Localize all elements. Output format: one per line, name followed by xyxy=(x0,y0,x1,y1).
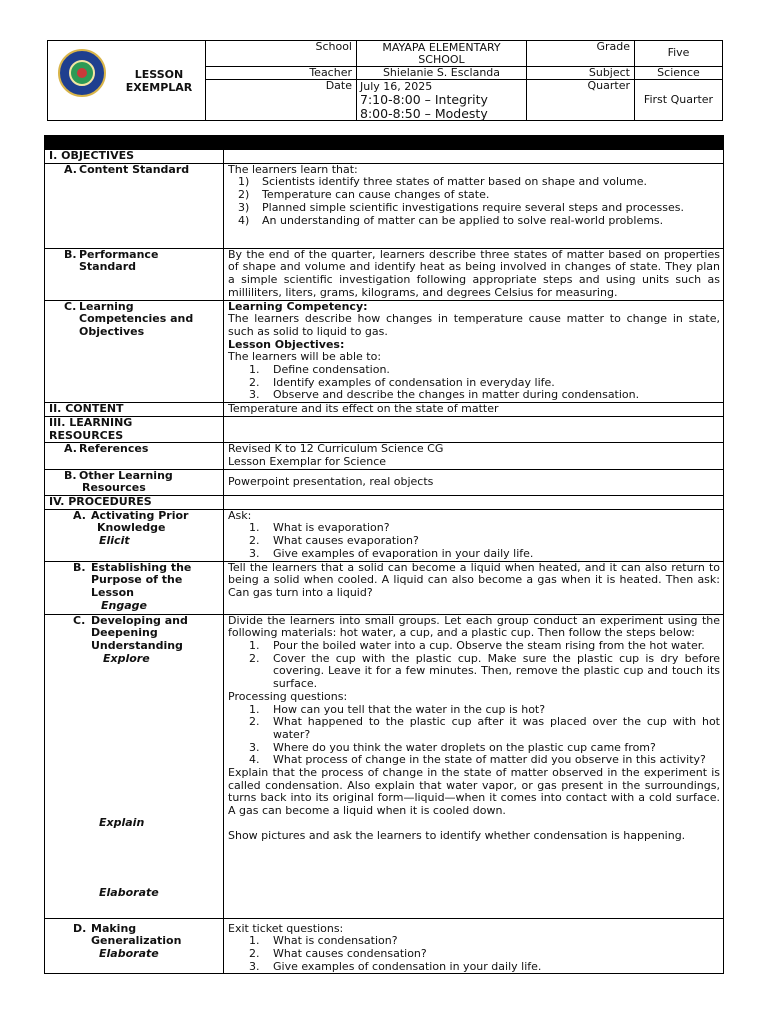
processing-heading: Processing questions: xyxy=(228,689,348,703)
exit-ticket-list xyxy=(228,935,720,973)
resources-heading: III. LEARNING RESOURCES xyxy=(45,416,224,442)
performance-standard-label: B. Performance Standard xyxy=(45,248,224,300)
list-item: 3) Planned simple scientific investigations require several steps and processes. xyxy=(238,200,684,214)
generalization-label: D. Making Generalization Elaborate xyxy=(45,918,224,974)
activating-row xyxy=(45,509,724,561)
subject-value: Science xyxy=(635,67,722,80)
generalization-row xyxy=(45,918,724,974)
grade-label: Grade xyxy=(527,41,635,67)
procedures-heading: IV. PROCEDURES xyxy=(45,496,224,510)
developing-row xyxy=(45,614,724,918)
quarter-label: Quarter xyxy=(527,80,635,120)
date-value xyxy=(357,80,527,120)
content-standard-list xyxy=(228,176,720,227)
list-item: 2. What causes condensation? xyxy=(249,946,427,960)
list-item: 1. Define condensation. xyxy=(249,363,390,377)
schedule-line-1: 7:10-8:00 – Integrity xyxy=(360,92,488,107)
developing-label: C. Developing and Deepening Understanding Explore Explain Elaborate xyxy=(45,614,224,918)
grade-value: Five xyxy=(635,41,722,67)
references-label: A. References xyxy=(45,443,224,469)
date-label: Date xyxy=(206,80,357,120)
table-header-bar xyxy=(45,136,724,150)
school-value: MAYAPA ELEMENTARY SCHOOL xyxy=(357,41,527,67)
procedures-heading-row xyxy=(45,496,724,510)
list-item: 4. What process of change in the state of matter did you observe in this activity? xyxy=(249,753,706,767)
list-item: 1. How can you tell that the water in the cup is hot? xyxy=(249,702,546,716)
exit-ticket-intro: Exit ticket questions: xyxy=(228,921,344,935)
subject-label: Subject xyxy=(527,67,635,80)
content-heading: II. CONTENT xyxy=(45,403,224,417)
explain-text: Explain that the process of change in the state of matter observed in the experiment is called condensation. Also explain that water vapor, or gas present in the surroundings, turns back into its original form—liquid—when it comes into contact with a cold surface. A gas can become a liquid when it is cooled down. xyxy=(228,766,720,818)
developing-body xyxy=(224,614,724,918)
activating-intro: Ask: xyxy=(228,508,252,522)
content-text: Temperature and its effect on the state of matter xyxy=(224,403,724,417)
title-line-1: LESSON xyxy=(134,68,184,81)
lesson-objectives-heading: Lesson Objectives: xyxy=(228,337,345,351)
school-label: School xyxy=(206,41,357,67)
list-item: 2) Temperature can cause changes of state. xyxy=(238,188,490,202)
phase-explore: Explore xyxy=(103,651,150,665)
phase-explain: Explain xyxy=(99,815,145,829)
list-item: 2. What causes evaporation? xyxy=(249,534,419,548)
list-item: 2. What happened to the plastic cup after it was placed over the cup with hot water? xyxy=(249,715,720,741)
teacher-label: Teacher xyxy=(206,67,357,80)
competency-heading: Learning Competency: xyxy=(228,299,368,313)
reference-1: Revised K to 12 Curriculum Science CG xyxy=(228,442,444,456)
title-line-2: EXEMPLAR xyxy=(125,81,193,94)
activating-list xyxy=(228,522,720,560)
activating-body xyxy=(224,509,724,561)
phase-elicit: Elicit xyxy=(99,534,130,548)
phase-elaborate-2: Elaborate xyxy=(99,946,159,960)
processing-questions xyxy=(228,704,720,768)
list-item: 2. Identify examples of condensation in everyday life. xyxy=(249,375,555,389)
reference-2: Lesson Exemplar for Science xyxy=(228,454,387,468)
establishing-row xyxy=(45,561,724,614)
list-item: 2. Cover the cup with the plastic cup. Make sure the plastic cup is dry before covering. Leave it for a few minutes. Then, remove the plastic cup and touch its surface. xyxy=(249,651,720,691)
content-standard-intro: The learners learn that: xyxy=(228,162,358,176)
establishing-text: Tell the learners that a solid can become a liquid when heated, and it can also return to being a solid when cooled. A liquid can also become a gas when it is heated. Then ask: Can gas turn into a liquid? xyxy=(224,561,724,614)
lesson-objectives-list xyxy=(228,364,720,402)
experiment-steps xyxy=(228,640,720,691)
logo-cell xyxy=(48,41,206,120)
list-item: 1) Scientists identify three states of matter based on shape and volume. xyxy=(238,175,647,189)
list-item: 3. Where do you think the water droplets on the plastic cup came from? xyxy=(249,740,656,754)
other-resources-label: B. Other Learning Resources xyxy=(45,469,224,495)
resources-heading-row xyxy=(45,416,724,442)
objectives-heading-row xyxy=(45,150,724,164)
phase-elaborate: Elaborate xyxy=(99,885,159,899)
references-row xyxy=(45,443,724,469)
competencies-body xyxy=(224,300,724,403)
other-resources-row xyxy=(45,469,724,495)
content-standard-body xyxy=(224,163,724,248)
teacher-value: Shielanie S. Esclanda xyxy=(357,67,527,80)
other-resources-text: Powerpoint presentation, real objects xyxy=(224,469,724,495)
list-item: 1. What is evaporation? xyxy=(249,521,390,535)
content-standard-row xyxy=(45,163,724,248)
lesson-header-table xyxy=(47,40,723,121)
performance-standard-row xyxy=(45,248,724,300)
activating-label: A. Activating Prior Knowledge Elicit xyxy=(45,509,224,561)
list-item: 4) An understanding of matter can be applied to solve real-world problems. xyxy=(238,213,664,227)
school-seal-icon xyxy=(58,49,106,97)
developing-intro: Divide the learners into small groups. Let each group conduct an experiment using the following materials: hot water, a cup, and a plastic cup. Then follow the steps below: xyxy=(228,613,720,640)
list-item: 3. Observe and describe the changes in matter during condensation. xyxy=(249,388,640,402)
list-item: 3. Give examples of evaporation in your daily life. xyxy=(249,546,534,560)
list-item: 3. Give examples of condensation in your daily life. xyxy=(249,959,542,973)
document-title xyxy=(114,68,204,94)
performance-standard-text: By the end of the quarter, learners describe three states of matter based on properties of shape and volume and identify heat as being involved in changes of state. They plan a simple scientific investigation following appropriate steps and using units such as milliliters, liters, grams, kilograms, and degrees Celsius for measuring. xyxy=(224,248,724,300)
list-item: 1. What is condensation? xyxy=(249,934,398,948)
generalization-body xyxy=(224,918,724,974)
content-standard-label: A. Content Standard xyxy=(45,163,224,248)
elaborate-text: Show pictures and ask the learners to identify whether condensation is happening. xyxy=(228,828,686,842)
quarter-value: First Quarter xyxy=(643,92,714,106)
date-text: July 16, 2025 xyxy=(360,80,433,93)
content-row xyxy=(45,403,724,417)
lesson-objectives-intro: The learners will be able to: xyxy=(228,350,382,364)
list-item: 1. Pour the boiled water into a cup. Observe the steam rising from the hot water. xyxy=(249,638,705,652)
competencies-row xyxy=(45,300,724,403)
objectives-heading: I. OBJECTIVES xyxy=(45,150,224,164)
competency-text: The learners describe how changes in temperature cause matter to change in state, such as solid to liquid to gas. xyxy=(228,312,720,338)
phase-engage: Engage xyxy=(101,598,147,612)
references-body xyxy=(224,443,724,469)
competencies-label: C. Learning Competencies and Objectives xyxy=(45,300,224,403)
establishing-label: B. Establishing the Purpose of the Lesson Engage xyxy=(45,561,224,614)
schedule-line-2: 8:00-8:50 – Modesty xyxy=(360,106,488,121)
lesson-plan-table xyxy=(44,135,724,974)
